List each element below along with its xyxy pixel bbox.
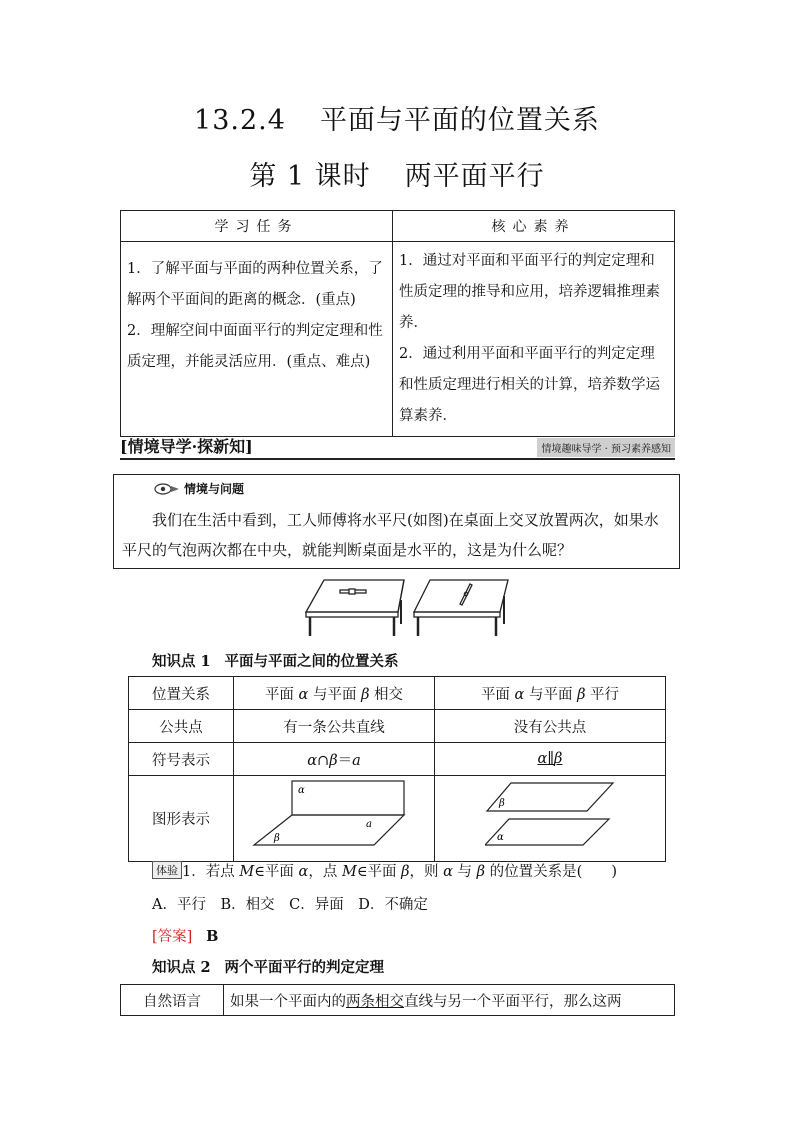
intersecting-planes-figure bbox=[244, 779, 424, 855]
section-heading bbox=[120, 434, 675, 460]
kp1-number: 知识点 1 bbox=[152, 653, 211, 670]
answer-label: [答案] bbox=[152, 929, 193, 945]
table-row bbox=[121, 985, 675, 1016]
answer-value: B bbox=[206, 928, 219, 945]
exercise-question: 体验 1．若点 M∈平面 α，点 M∈平面 β，则 α 与 β 的位置关系是( ) bbox=[152, 860, 617, 881]
lesson-topic: 两平面平行 bbox=[404, 161, 545, 192]
beta-label: β bbox=[499, 797, 505, 809]
parallel-planes-figure bbox=[485, 779, 615, 855]
task-item: 2．理解空间中面面平行的判定定理和性质定理，并能灵活应用．(重点、难点) bbox=[127, 323, 383, 370]
header-tasks: 学习任务 bbox=[121, 211, 393, 242]
kp1-title: 平面与平面之间的位置关系 bbox=[224, 653, 399, 670]
table-cell: 如果一个平面内的两条相交直线与另一个平面平行，那么这两 bbox=[224, 985, 675, 1016]
criterion-table bbox=[120, 984, 675, 1016]
lesson-number: 第 1 课时 bbox=[249, 161, 371, 192]
table-row bbox=[129, 743, 666, 776]
literacy-item: 1．通过对平面和平面平行的判定定理和性质定理的推导和应用，培养逻辑推理素养． bbox=[399, 253, 660, 331]
table-row bbox=[129, 710, 666, 743]
scenario-text: 我们在生活中看到，工人师傅将水平尺(如图)在桌面上交叉放置两次，如果水平尺的气泡两次都在中央，就能判断桌面是水平的，这是为什么呢？ bbox=[122, 511, 659, 559]
table-cell: 图形表示 bbox=[129, 776, 234, 862]
section-title bbox=[0, 98, 794, 137]
relation-table bbox=[128, 676, 666, 862]
scenario-label: 情境与问题 bbox=[184, 482, 245, 496]
table-row bbox=[129, 677, 666, 710]
section-number: 13.2.4 bbox=[194, 105, 286, 136]
table-cell: α∩β＝a bbox=[234, 743, 435, 776]
scenario-header bbox=[154, 480, 244, 497]
learning-tasks-table bbox=[120, 210, 675, 437]
kp2-title: 两个平面平行的判定定理 bbox=[224, 959, 384, 976]
task-item: 1．了解平面与平面的两种位置关系，了解两个平面间的距离的概念．(重点) bbox=[127, 261, 383, 308]
table-illustration bbox=[300, 574, 510, 640]
exercise-answer bbox=[152, 925, 218, 946]
section-label: [情境导学·探新知] bbox=[120, 437, 253, 456]
table-cell: 位置关系 bbox=[129, 677, 234, 710]
table-cell: 自然语言 bbox=[121, 985, 224, 1016]
section-tag: 情境趣味导学 · 预习素养感知 bbox=[537, 438, 675, 457]
line-a-label: a bbox=[366, 818, 372, 830]
table-cell: 没有公共点 bbox=[435, 710, 666, 743]
tasks-cell bbox=[121, 242, 393, 437]
exercise-options: A．平行 B．相交 C．异面 D．不确定 bbox=[152, 897, 428, 913]
kp2-number: 知识点 2 bbox=[152, 959, 211, 976]
table-row bbox=[129, 776, 666, 862]
beta-label: β bbox=[274, 832, 280, 844]
knowledge-point-1 bbox=[152, 650, 398, 671]
table-cell: 平面 α 与平面 β 平行 bbox=[435, 677, 666, 710]
section-name: 平面与平面的位置关系 bbox=[319, 105, 600, 136]
table-cell: 有一条公共直线 bbox=[234, 710, 435, 743]
exercise-badge: 体验 bbox=[152, 861, 182, 879]
table-cell: α∥β bbox=[435, 743, 666, 776]
table-cell bbox=[435, 776, 666, 862]
knowledge-point-2 bbox=[152, 956, 384, 977]
literacy-cell bbox=[393, 242, 675, 437]
alpha-label: α bbox=[497, 831, 504, 843]
scenario-box bbox=[113, 474, 680, 569]
table-cell bbox=[234, 776, 435, 862]
literacy-item: 2．通过利用平面和平面平行的判定定理和性质定理进行相关的计算，培养数学运算素养． bbox=[399, 346, 660, 424]
lesson-title bbox=[0, 154, 794, 193]
table-cell: 平面 α 与平面 β 相交 bbox=[234, 677, 435, 710]
scenario-icon bbox=[154, 482, 180, 496]
table-cell: 公共点 bbox=[129, 710, 234, 743]
table-cell: 符号表示 bbox=[129, 743, 234, 776]
header-literacy: 核心素养 bbox=[393, 211, 675, 242]
alpha-label: α bbox=[298, 784, 305, 796]
